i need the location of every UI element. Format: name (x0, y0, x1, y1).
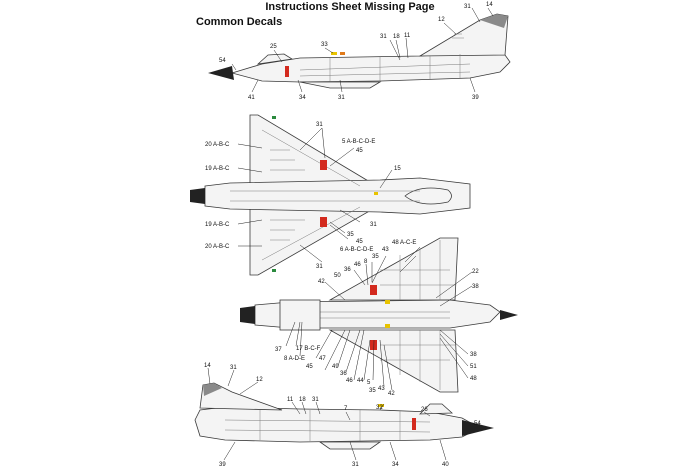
callout: 12 (438, 17, 445, 23)
callout: 43 (378, 386, 385, 392)
callout: 19 A-B-C (205, 166, 230, 172)
underside-roundel-lower (370, 340, 377, 350)
callout: 8 A-D-E (284, 356, 306, 362)
callout: 49 (332, 364, 339, 370)
callout: 46 (346, 378, 353, 384)
callout: 38 (470, 352, 477, 358)
callout: 7 (344, 406, 348, 412)
callout: 5 A-B-C-D-E (342, 139, 376, 145)
callout: 34 (392, 462, 399, 466)
callout: 43 (382, 247, 389, 253)
callout: 11 (404, 33, 411, 39)
callout: 31 (338, 95, 345, 101)
callout: 25 (270, 44, 277, 50)
callout: 50 (334, 273, 341, 279)
callout: 14 (204, 363, 211, 369)
callout: 26 (421, 407, 428, 413)
callout: 46 (354, 262, 361, 268)
callout: 18 (299, 397, 306, 403)
callout: 39 (472, 95, 479, 101)
intake-roundel-2 (412, 418, 416, 430)
callout: 39 (219, 462, 226, 466)
callout: 12 (256, 377, 263, 383)
nose-cone (208, 66, 234, 80)
callout: 32 (376, 405, 383, 411)
callout: 36 (344, 267, 351, 273)
callout: 31 (316, 264, 323, 270)
callout: 17 B-C-F (296, 346, 321, 352)
callout: 35 (369, 388, 376, 394)
callout: 19 A-B-C (205, 222, 230, 228)
callout: 31 (230, 365, 237, 371)
callout: 38 (472, 284, 479, 290)
callout: 33 (321, 42, 328, 48)
callout: 11 (287, 397, 294, 403)
callout: 20 A-B-C (205, 142, 230, 148)
callout: 31 (464, 4, 471, 10)
callout: 45 (306, 364, 313, 370)
callout: 15 (394, 166, 401, 172)
callout: 31 (312, 397, 319, 403)
callout: 35 (372, 254, 379, 260)
callout: 31 (370, 222, 377, 228)
nose-cone-underside (500, 310, 518, 320)
callout: 31 (380, 34, 387, 40)
callout: 47 (319, 356, 326, 362)
callout: 48 A-C-E (392, 240, 417, 246)
side-view-bottom (195, 383, 494, 449)
wing-roundel-upper (320, 160, 327, 170)
callout: 54 (474, 421, 481, 427)
callout: 34 (299, 95, 306, 101)
section-title: Common Decals (196, 16, 283, 28)
callout: 22 (472, 269, 479, 275)
callout: 37 (275, 347, 282, 353)
callout: 18 (393, 34, 400, 40)
callout: 51 (470, 364, 477, 370)
callout: 45 (356, 239, 363, 245)
callout: 8 (364, 259, 368, 265)
callout: 5 (367, 380, 371, 386)
callout: 48 (470, 376, 477, 382)
callout: 6 A-B-C-D-E (340, 247, 374, 253)
callout: 20 A-B-C (205, 244, 230, 250)
callout: 35 (347, 232, 354, 238)
page-title: Instructions Sheet Missing Page (265, 1, 435, 13)
callout: 14 (486, 2, 493, 8)
callout: 31 (352, 462, 359, 466)
callout: 54 (219, 58, 226, 64)
callout: 44 (357, 378, 364, 384)
callout: 42 (388, 391, 395, 397)
intake-roundel (285, 66, 289, 77)
exhaust-nozzle (190, 188, 205, 204)
callout: 45 (356, 148, 363, 154)
callout: 41 (248, 95, 255, 101)
side-view-top (208, 14, 510, 88)
wing-roundel-lower (320, 217, 327, 227)
callout: 36 (340, 371, 347, 377)
underside-roundel-upper (370, 285, 377, 295)
callout: 42 (318, 279, 325, 285)
callout: 31 (316, 122, 323, 128)
callout: 40 (442, 462, 449, 466)
